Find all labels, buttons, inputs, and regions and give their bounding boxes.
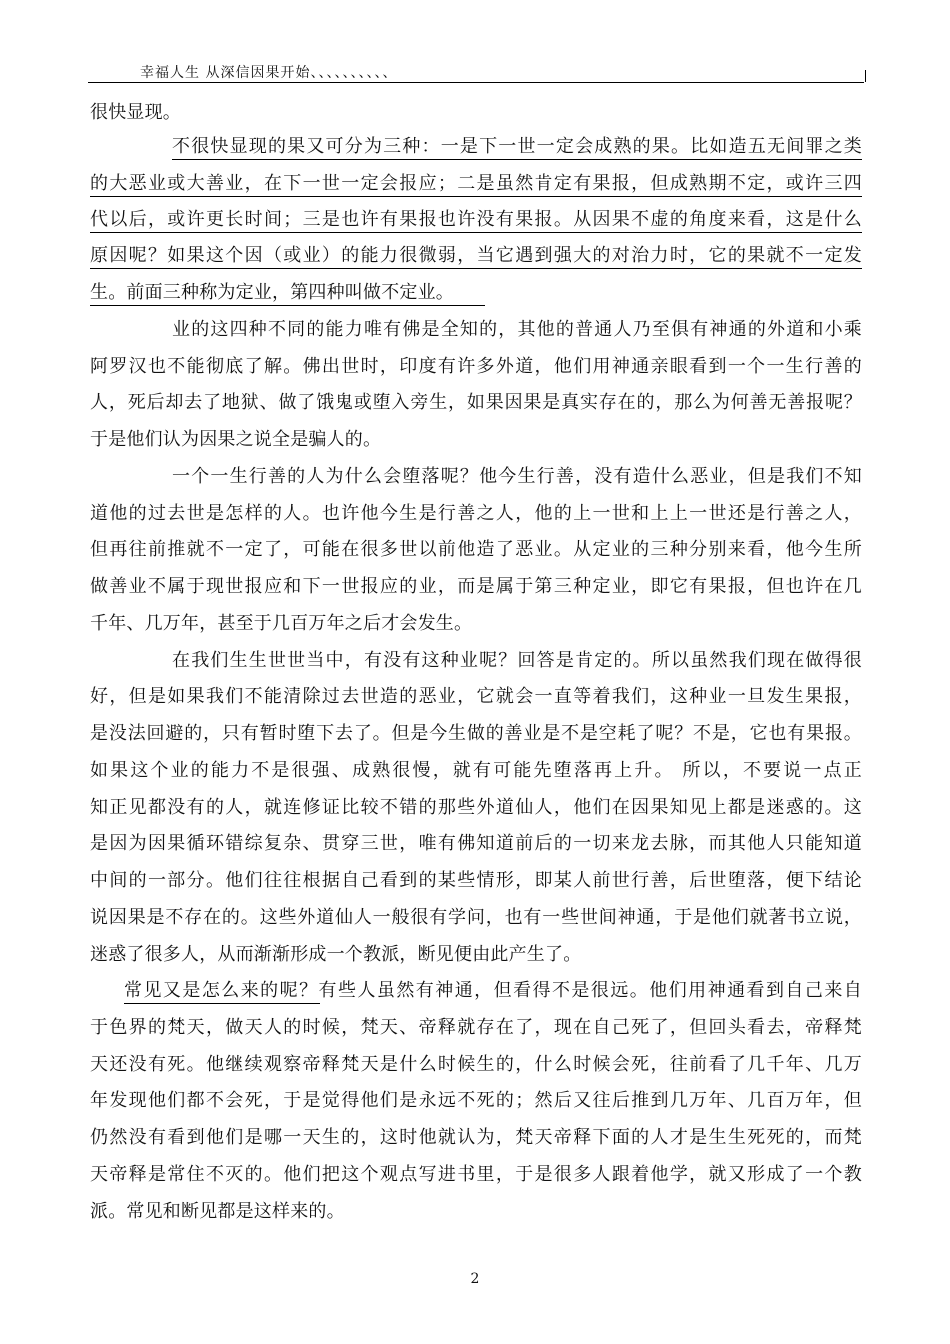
text-line: 天还没有死。他继续观察帝释梵天是什么时候生的，什么时候会死，往前看了几千年、几万	[90, 1054, 862, 1075]
text-line: 迷惑了很多人，从而渐渐形成一个教派，断见便由此产生了。	[90, 944, 582, 965]
underline-rule	[90, 196, 862, 197]
text-line: 人，死后却去了地狱、做了饿鬼或堕入旁生，如果因果是真实存在的，那么为何善无善报呢？	[90, 392, 862, 413]
page-header	[88, 58, 864, 83]
text-line: 于是他们认为因果之说全是骗人的。	[90, 429, 382, 450]
text-line: 生。前面三种称为定业，第四种叫做不定业。	[90, 282, 454, 303]
text-line: 但再往前推就不一定了，可能在很多世以前他造了恶业。从定业的三种分别来看，他今生所	[90, 539, 862, 560]
underline-rule	[172, 159, 862, 160]
text-line: 好，但是如果我们不能清除过去世造的恶业，它就会一直等着我们，这种业一旦发生果报，	[90, 686, 862, 707]
text-line: 做善业不属于现世报应和下一世报应的业，而是属于第三种定业，即它有果报，但也许在几	[90, 576, 862, 597]
text-line: 常见又是怎么来的呢？有些人虽然有神通，但看得不是很远。他们用神通看到自己来自	[124, 980, 862, 1001]
text-line: 的大恶业或大善业，在下一世一定会报应；二是虽然肯定有果报，但成熟期不定，或许三四	[90, 173, 862, 194]
text-line: 代以后，或许更长时间；三是也许有果报也许没有果报。从因果不虚的角度来看，这是什么	[90, 209, 862, 230]
text-line: 不很快显现的果又可分为三种：一是下一世一定会成熟的果。比如造五无间罪之类	[172, 136, 862, 157]
text-line: 在我们生生世世当中，有没有这种业呢？回答是肯定的。所以虽然我们现在做得很	[172, 650, 862, 671]
text-line: 如果这个业的能力不是很强、成熟很慢，就有可能先堕落再上升。 所以，不要说一点正	[90, 760, 862, 781]
text-line: 千年、几万年，甚至于几百万年之后才会发生。	[90, 613, 473, 634]
underline-rule	[90, 305, 485, 306]
text-line: 一个一生行善的人为什么会堕落呢？他今生行善，没有造什么恶业，但是我们不知	[172, 466, 862, 487]
underline-rule	[124, 1003, 320, 1004]
text-line: 中间的一部分。他们往往根据自己看到的某些情形，即某人前世行善，后世堕落，便下结论	[90, 870, 862, 891]
text-line: 阿罗汉也不能彻底了解。佛出世时，印度有许多外道，他们用神通亲眼看到一个一生行善的	[90, 356, 862, 377]
header-rule-tick	[865, 70, 866, 82]
header-title: 幸福人生 从深信因果开始、、、、、、、、、、	[140, 65, 398, 81]
text-line: 知正见都没有的人，就连修证比较不错的那些外道仙人，他们在因果知见上都是迷惑的。这	[90, 797, 862, 818]
text-line: 仍然没有看到他们是哪一天生的，这时他就认为，梵天帝释下面的人才是生生死死的，而梵	[90, 1127, 862, 1148]
text-line: 天帝释是常住不灭的。他们把这个观点写进书里，于是很多人跟着他学，就又形成了一个教	[90, 1164, 862, 1185]
underline-rule	[90, 232, 862, 233]
text-line: 原因呢？如果这个因（或业）的能力很微弱，当它遇到强大的对治力时，它的果就不一定发	[90, 245, 862, 266]
text-line: 于色界的梵天，做天人的时候，梵天、帝释就存在了，现在自己死了，但回头看去，帝释梵	[90, 1017, 862, 1038]
page-number: 2	[470, 1271, 480, 1287]
text-line: 是因为因果循环错综复杂、贯穿三世，唯有佛知道前后的一切来龙去脉，而其他人只能知道	[90, 833, 862, 854]
text-line: 道他的过去世是怎样的人。也许他今生是行善之人，他的上一世和上上一世还是行善之人，	[90, 503, 862, 524]
text-line: 年发现他们都不会死，于是觉得他们是永远不死的；然后又往后推到几万年、几百万年，但	[90, 1090, 862, 1111]
underline-rule	[90, 268, 862, 269]
text-line: 业的这四种不同的能力唯有佛是全知的，其他的普通人乃至俱有神通的外道和小乘	[172, 319, 862, 340]
text-line: 很快显现。	[90, 102, 181, 123]
text-line: 说因果是不存在的。这些外道仙人一般很有学问，也有一些世间神通，于是他们就著书立说，	[90, 907, 862, 928]
text-line: 是没法回避的，只有暂时堕下去了。但是今生做的善业是不是空耗了呢？不是，它也有果报。	[90, 723, 862, 744]
text-line: 派。常见和断见都是这样来的。	[90, 1201, 345, 1222]
